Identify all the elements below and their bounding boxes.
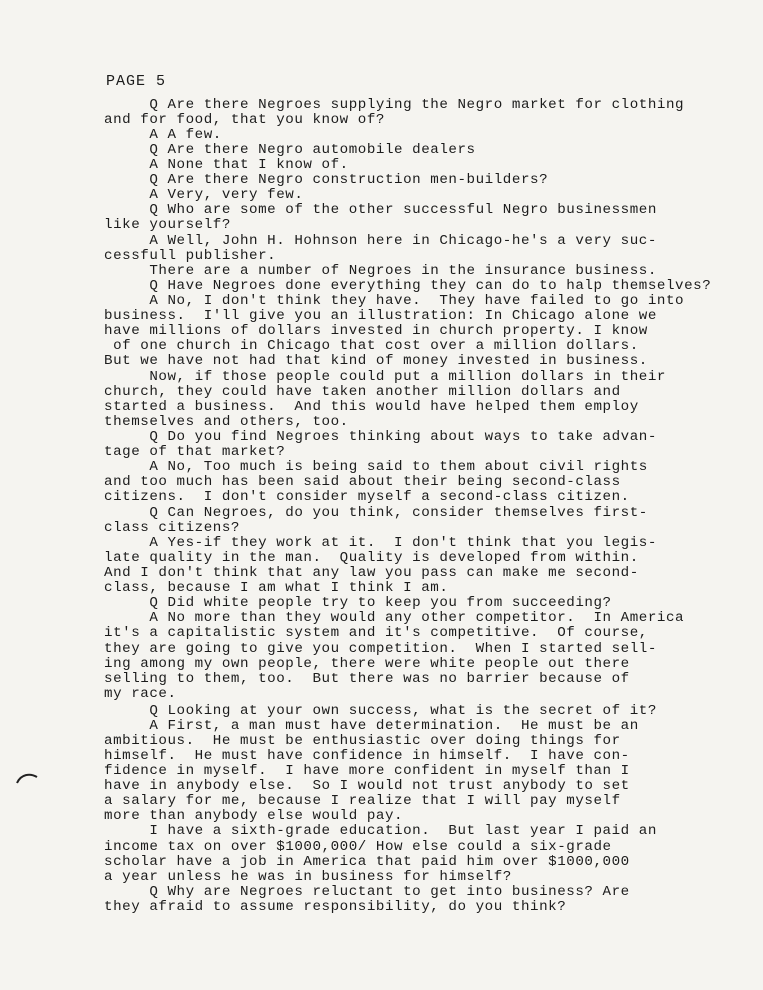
page-header — [106, 73, 176, 90]
text-line: business. I'll give you an illustration: In Chicago alone we — [104, 308, 657, 324]
text-line: Q Are there Negro construction men-builders? — [104, 172, 549, 188]
text-line: more than anybody else would pay. — [104, 808, 404, 824]
text-line: they are going to give you competition. When I started sell- — [104, 641, 657, 657]
text-line: a year unless he was in business for himself? — [104, 869, 512, 885]
text-line: Q Do you find Negroes thinking about ways to take advan- — [104, 429, 657, 445]
text-line: my race. — [104, 686, 177, 702]
text-line: have millions of dollars invested in church property. I know — [104, 323, 648, 339]
page-number: 5 — [156, 73, 167, 90]
text-line: fidence in myself. I have more confident in myself than I — [104, 763, 630, 779]
text-line: A Yes-if they work at it. I don't think that you legis- — [104, 535, 657, 551]
text-line: it's a capitalistic system and it's competitive. Of course, — [104, 625, 648, 641]
text-line: of one church in Chicago that cost over a million dollars. — [104, 338, 639, 354]
text-line: and for food, that you know of? — [104, 112, 385, 128]
text-line: Q Looking at your own success, what is the secret of it? — [104, 703, 657, 719]
text-line: Q Did white people try to keep you from succeeding? — [104, 595, 612, 611]
text-line: cessfull publisher. — [104, 248, 277, 264]
margin-bracket-mark — [16, 772, 38, 784]
text-line: citizens. I don't consider myself a second-class citizen. — [104, 489, 630, 505]
text-line: A First, a man must have determination. He must be an — [104, 718, 639, 734]
text-line: I have a sixth-grade education. But last year I paid an — [104, 823, 657, 839]
text-line: late quality in the man. Quality is developed from within. — [104, 550, 639, 566]
text-line: A No more than they would any other competitor. In America — [104, 610, 685, 626]
text-line: started a business. And this would have helped them employ — [104, 399, 639, 415]
text-line: church, they could have taken another million dollars and — [104, 384, 621, 400]
text-line: scholar have a job in America that paid him over $1000,000 — [104, 854, 630, 870]
page-label: PAGE — [106, 73, 147, 90]
text-line: a salary for me, because I realize that I will pay myself — [104, 793, 621, 809]
text-line: have in anybody else. So I would not trust anybody to set — [104, 778, 630, 794]
text-line: There are a number of Negroes in the insurance business. — [104, 263, 657, 279]
text-line: Q Who are some of the other successful Negro businessmen — [104, 202, 657, 218]
text-line: Now, if those people could put a million dollars in their — [104, 369, 666, 385]
text-line: A No, Too much is being said to them about civil rights — [104, 459, 648, 475]
text-line: A Well, John H. Hohnson here in Chicago-he's a very suc- — [104, 233, 657, 249]
text-line: Q Are there Negroes supplying the Negro market for clothing — [104, 97, 685, 113]
text-line: class, because I am what I think I am. — [104, 580, 449, 596]
text-line: Q Why are Negroes reluctant to get into business? Are — [104, 884, 630, 900]
text-line: Q Are there Negro automobile dealers — [104, 142, 476, 158]
text-line: A None that I know of. — [104, 157, 349, 173]
text-line: himself. He must have confidence in himself. I have con- — [104, 748, 630, 764]
text-line: A Very, very few. — [104, 187, 304, 203]
text-line: like yourself? — [104, 217, 231, 233]
text-line: And I don't think that any law you pass can make me second- — [104, 565, 639, 581]
text-line: Q Can Negroes, do you think, consider themselves first- — [104, 505, 648, 521]
text-line: income tax on over $1000,000/ How else could a six-grade — [104, 839, 612, 855]
text-line: A A few. — [104, 127, 222, 143]
text-line: and too much has been said about their being second-class — [104, 474, 621, 490]
text-line: tage of that market? — [104, 444, 286, 460]
text-line: they afraid to assume responsibility, do you think? — [104, 899, 567, 915]
text-line: ing among my own people, there were white people out there — [104, 656, 630, 672]
text-line: ambitious. He must be enthusiastic over doing things for — [104, 733, 621, 749]
text-line: class citizens? — [104, 520, 240, 536]
text-line: selling to them, too. But there was no barrier because of — [104, 671, 630, 687]
text-line: But we have not had that kind of money invested in business. — [104, 353, 648, 369]
text-line: A No, I don't think they have. They have failed to go into — [104, 293, 685, 309]
text-line: Q Have Negroes done everything they can do to halp themselves? — [104, 278, 712, 294]
text-line: themselves and others, too. — [104, 414, 349, 430]
